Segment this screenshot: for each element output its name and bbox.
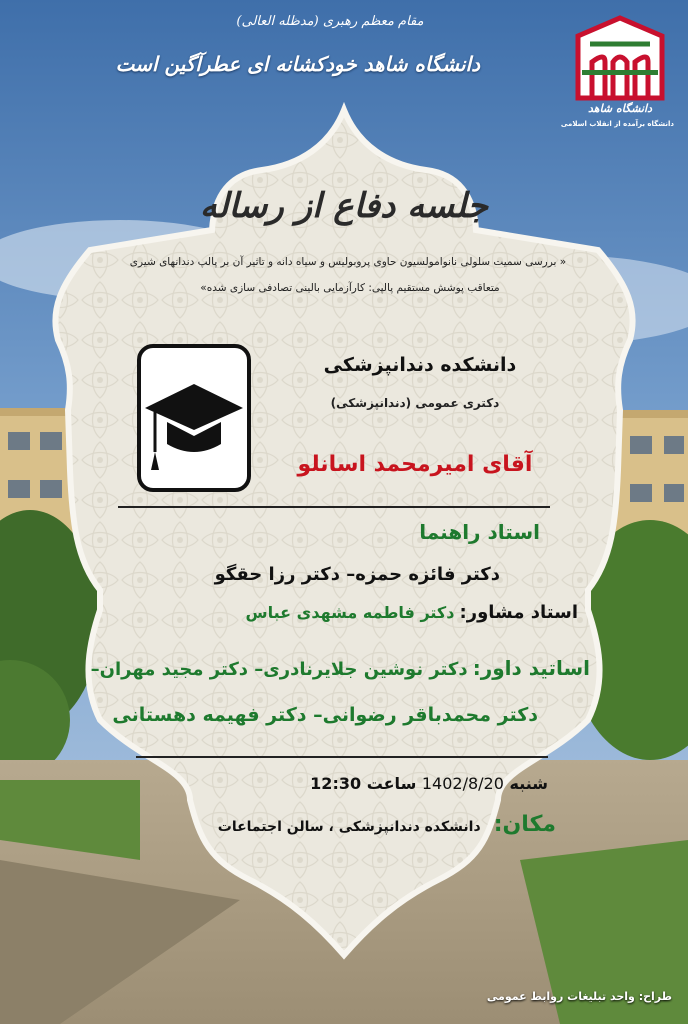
graduation-cap-icon xyxy=(141,348,247,488)
location-label: مکان: xyxy=(493,812,556,837)
thesis-line-1: « بررسی سمیت سلولی نانوامولسیون حاوی پروبولیس و سیاه دانه و تاثیر آن بر پالپ دندانهای شیری xyxy=(129,256,567,268)
thesis-line-2: متعاقب پوشش مستقیم پالپی: کارآزمایی بالینی تصادفی سازی شده» xyxy=(200,282,500,294)
event-title: جلسه دفاع از رساله xyxy=(199,186,488,226)
advisor-name: دکتر فاطمه مشهدی عباس xyxy=(245,603,455,622)
schedule-time: 12:30 xyxy=(310,774,362,793)
university-gate-logo-icon xyxy=(570,14,670,104)
candidate-name: آقای امیرمحمد اسانلو xyxy=(297,452,533,477)
faculty-name: دانشکده دندانپزشکی xyxy=(323,354,517,376)
leader-line: مقام معظم رهبری (مدظله العالی) xyxy=(236,14,424,29)
logo-name-line1: دانشگاه شاهد xyxy=(588,102,652,115)
referees-row xyxy=(91,656,590,680)
referees-label: اساتید داور: xyxy=(472,656,590,680)
advisor-label: استاد مشاور: xyxy=(459,602,578,623)
degree: دکتری عمومی (دندانپزشکی) xyxy=(330,396,500,410)
schedule-day: شنبه xyxy=(509,774,548,793)
referees-line2: دکتر محمدباقر رضوانی– دکتر فهیمه دهستانی xyxy=(112,704,538,726)
designer-credit: طراح: واحد تبلیغات روابط عمومی xyxy=(486,990,672,1003)
divider-top xyxy=(118,506,550,508)
graduation-cap-box xyxy=(137,344,251,492)
advisor-row xyxy=(246,602,578,623)
schedule-time-label: ساعت xyxy=(366,774,417,793)
logo-name-line2: دانشگاه برآمده از انقلاب اسلامی xyxy=(560,120,674,128)
supervisors-names: دکتر فائزه حمزه– دکتر رزا حقگو xyxy=(214,564,500,585)
slogan: دانشگاه شاهد خودکشانه ای عطرآگین است xyxy=(115,52,480,76)
schedule-date: 1402/8/20 xyxy=(421,774,504,793)
location-row xyxy=(218,812,556,837)
schedule-row xyxy=(310,774,548,793)
supervisors-heading: استاد راهنما xyxy=(419,520,540,544)
location-value: دانشکده دندانپزشکی ، سالن اجتماعات xyxy=(217,819,481,835)
university-logo xyxy=(560,14,674,144)
divider-bottom xyxy=(136,756,548,758)
referees-line1: دکتر نوشین جلایرنادری– دکتر مجید مهران– xyxy=(90,659,468,680)
